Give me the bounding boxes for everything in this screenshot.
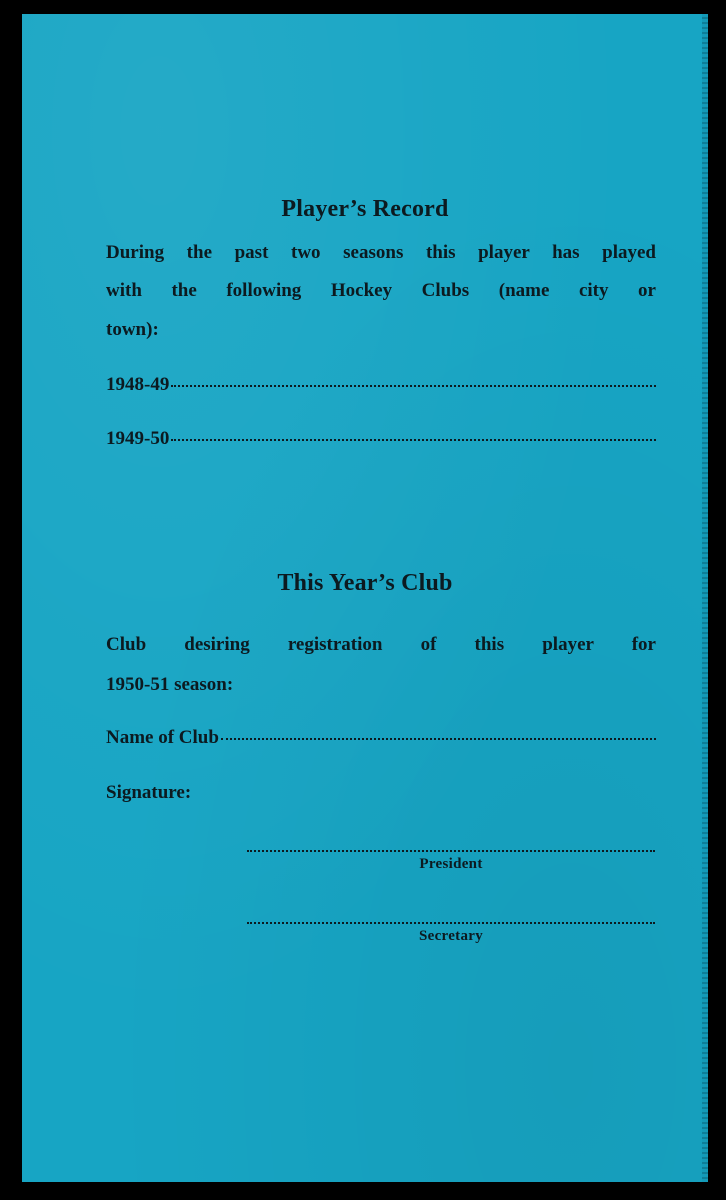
this-years-club-intro-line1: Club desiring registration of this player for <box>106 634 656 655</box>
club-name-dotted-line[interactable] <box>221 738 656 740</box>
season-1949-50-dotted-line[interactable] <box>171 439 656 441</box>
season-1948-49-dotted-line[interactable] <box>171 385 656 387</box>
signature-label: Signature: <box>106 782 192 803</box>
season-1948-49-label: 1948-49 <box>106 374 170 395</box>
players-record-intro-line2: with the following Hockey Clubs (name city or <box>106 280 656 301</box>
registration-card-back <box>22 14 708 1182</box>
players-record-intro-line1: During the past two seasons this player has played <box>106 242 656 263</box>
president-caption: President <box>419 856 483 872</box>
season-1948-49-field[interactable] <box>106 374 656 400</box>
season-1949-50-field[interactable] <box>106 428 656 454</box>
secretary-signature-line[interactable] <box>247 922 655 924</box>
secretary-caption: Secretary <box>418 928 484 944</box>
this-years-club-heading: This Year’s Club <box>277 570 453 596</box>
club-name-label: Name of Club <box>106 727 219 748</box>
president-signature-line[interactable] <box>247 850 655 852</box>
season-1949-50-label: 1949-50 <box>106 428 170 449</box>
players-record-heading: Player’s Record <box>281 196 449 222</box>
players-record-intro-line3: town): <box>106 319 159 340</box>
club-name-field[interactable] <box>106 727 656 753</box>
this-years-club-intro-line2: 1950-51 season: <box>106 674 234 695</box>
